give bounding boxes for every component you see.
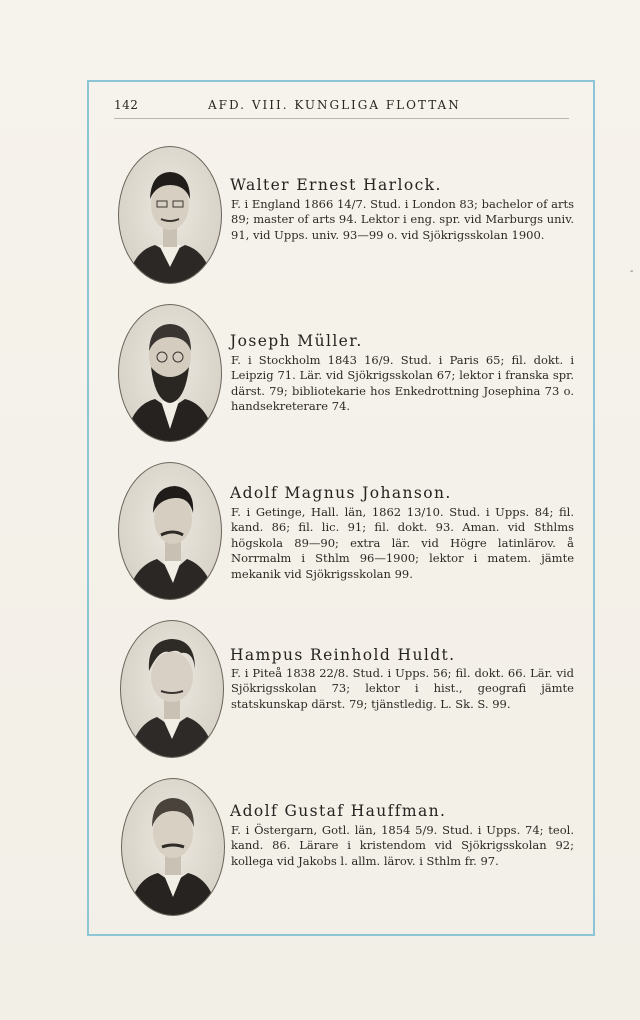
page-number: 142 bbox=[114, 98, 139, 112]
person-bio: F. i England 1866 14/7. Stud. i London 83; bachelor of arts 89; master of arts 94. Lektor i eng. spr. vid Marburgs univ. 91, vid Upps. univ. 93—99 o. vid Sjökrigsskolan 1900. bbox=[231, 197, 574, 242]
portrait-photo bbox=[118, 462, 222, 600]
portrait-photo bbox=[120, 620, 224, 758]
person-bio: F. i Östergarn, Gotl. län, 1854 5/9. Stud. i Upps. 74; teol. kand. 86. Lärare i kristendom vid Sjökrigsskolan 92; kollega vid Jakobs l. allm. lärov. i Sthlm fr. 97. bbox=[231, 823, 574, 868]
person-bio: F. i Getinge, Hall. län, 1862 13/10. Stud. i Upps. 84; fil. kand. 86; fil. lic. 91; fil. dokt. 93. Aman. vid Sthlms högskola 89—90; extra lär. vid Högre latinlärov. å Norrmalm i Sthlm 96—1900; lektor i matem. jämte mekanik vid Sjökrigsskolan 99. bbox=[231, 505, 574, 581]
header-rule bbox=[114, 118, 569, 119]
biography-entry bbox=[0, 304, 640, 454]
biography-entry bbox=[0, 462, 640, 612]
margin-mark: - bbox=[630, 266, 634, 277]
biography-entry bbox=[0, 778, 640, 928]
running-title: AFD. VIII. KUNGLIGA FLOTTAN bbox=[208, 98, 461, 112]
biography-entry bbox=[0, 146, 640, 296]
portrait-photo bbox=[118, 146, 222, 284]
person-name: Adolf Magnus Johanson. bbox=[230, 484, 452, 502]
page-header bbox=[114, 98, 576, 118]
person-bio: F. i Stockholm 1843 16/9. Stud. i Paris 65; fil. dokt. i Leipzig 71. Lär. vid Sjökrigsskolan 67; lektor i franska spr. därst. 79; bibliotekarie hos Enkedrottning Josephina 73 o. handsekreterare 74. bbox=[231, 353, 574, 414]
portrait-photo bbox=[118, 304, 222, 442]
person-bio: F. i Piteå 1838 22/8. Stud. i Upps. 56; fil. dokt. 66. Lär. vid Sjökrigsskolan 73; lektor i hist., geografi jämte statskunskap därst. 79; tjänstledig. L. Sk. S. 99. bbox=[231, 666, 574, 711]
person-name: Hampus Reinhold Huldt. bbox=[230, 646, 456, 664]
person-name: Joseph Müller. bbox=[230, 332, 363, 350]
person-name: Walter Ernest Harlock. bbox=[230, 176, 442, 194]
biography-entry bbox=[0, 620, 640, 770]
person-name: Adolf Gustaf Hauffman. bbox=[230, 802, 447, 820]
portrait-photo bbox=[121, 778, 225, 916]
